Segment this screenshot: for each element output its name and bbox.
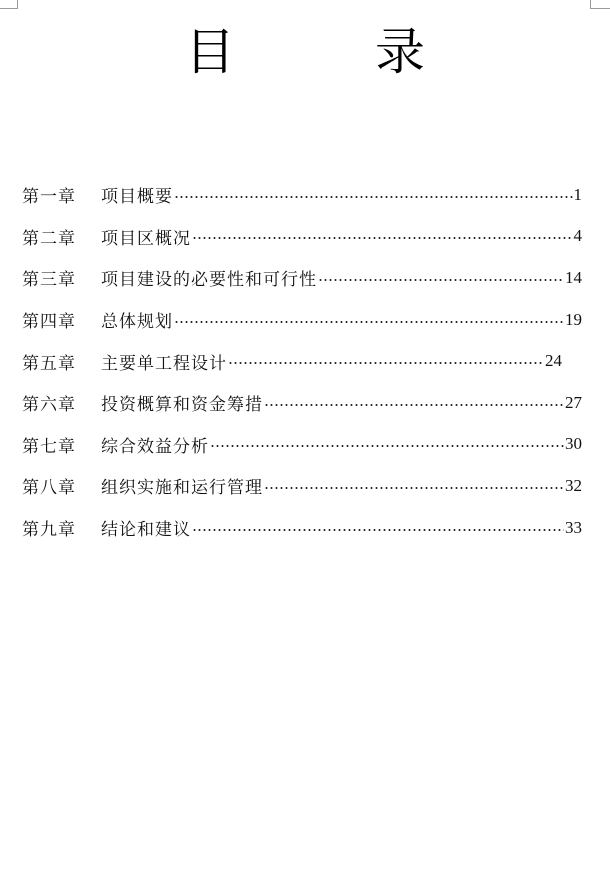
toc-page-number: 14 [565,267,582,287]
toc-dot-leader [264,404,564,406]
toc-page-number: 33 [565,517,582,537]
toc-entry-title: 项目区概况 [101,228,191,249]
toc-entry-body [101,182,582,207]
toc-chapter-label: 第五章 [22,353,76,374]
toc-page-number: 27 [565,392,582,412]
toc-page-number: 1 [573,184,582,204]
crop-mark-top-left-vertical [17,0,18,8]
toc-dot-leader [174,321,564,323]
toc-page-number: 30 [565,434,582,454]
toc-chapter-label: 第九章 [22,520,76,541]
toc-dot-leader [192,237,573,239]
toc-entry-body [101,224,582,249]
toc-entry-8[interactable] [22,465,582,507]
toc-entry-title: 主要单工程设计 [101,353,227,374]
toc-entry-1[interactable] [22,174,582,216]
toc-entry-3[interactable] [22,257,582,299]
toc-entry-body [101,515,582,540]
toc-dot-leader [228,362,544,364]
toc-entry-title: 项目建设的必要性和可行性 [101,270,317,291]
toc-entry-6[interactable] [22,382,582,424]
toc-chapter-label: 第四章 [22,312,76,333]
toc-entry-7[interactable] [22,424,582,466]
toc-entry-title: 项目概要 [101,187,173,208]
toc-dot-leader [174,196,573,198]
toc-chapter-label: 第一章 [22,187,76,208]
toc-entry-2[interactable] [22,216,582,258]
toc-chapter-label: 第七章 [22,436,76,457]
toc-entry-body [101,265,582,290]
toc-chapter-label: 第六章 [22,395,76,416]
toc-entry-title: 结论和建议 [101,520,191,541]
toc-entry-title: 总体规划 [101,312,173,333]
toc-entry-title: 投资概算和资金筹措 [101,395,263,416]
toc-entry-body [101,390,582,415]
toc-entry-body [101,307,582,332]
toc-chapter-label: 第二章 [22,228,76,249]
toc-chapter-label: 第三章 [22,270,76,291]
toc-dot-leader [192,529,564,531]
toc-page-number: 32 [565,475,582,495]
toc-entry-body [101,432,582,457]
toc-dot-leader [318,279,564,281]
page-title: 目 录 [185,23,487,81]
toc-entry-body [101,473,582,498]
toc-entry-4[interactable] [22,299,582,341]
toc-page-number: 19 [565,309,582,329]
table-of-contents [22,174,582,548]
toc-entry-5[interactable] [22,340,582,382]
toc-entry-body [101,349,562,374]
toc-entry-title: 综合效益分析 [101,436,209,457]
toc-dot-leader [264,487,564,489]
toc-dot-leader [210,445,564,447]
crop-mark-top-right-vertical [590,0,591,8]
crop-mark-top-left-horizontal [0,8,18,9]
toc-chapter-label: 第八章 [22,478,76,499]
toc-entry-title: 组织实施和运行管理 [101,478,263,499]
toc-page-number: 24 [545,351,562,371]
crop-mark-top-right-horizontal [590,8,610,9]
toc-entry-9[interactable] [22,507,582,549]
toc-page-number: 4 [573,226,582,246]
